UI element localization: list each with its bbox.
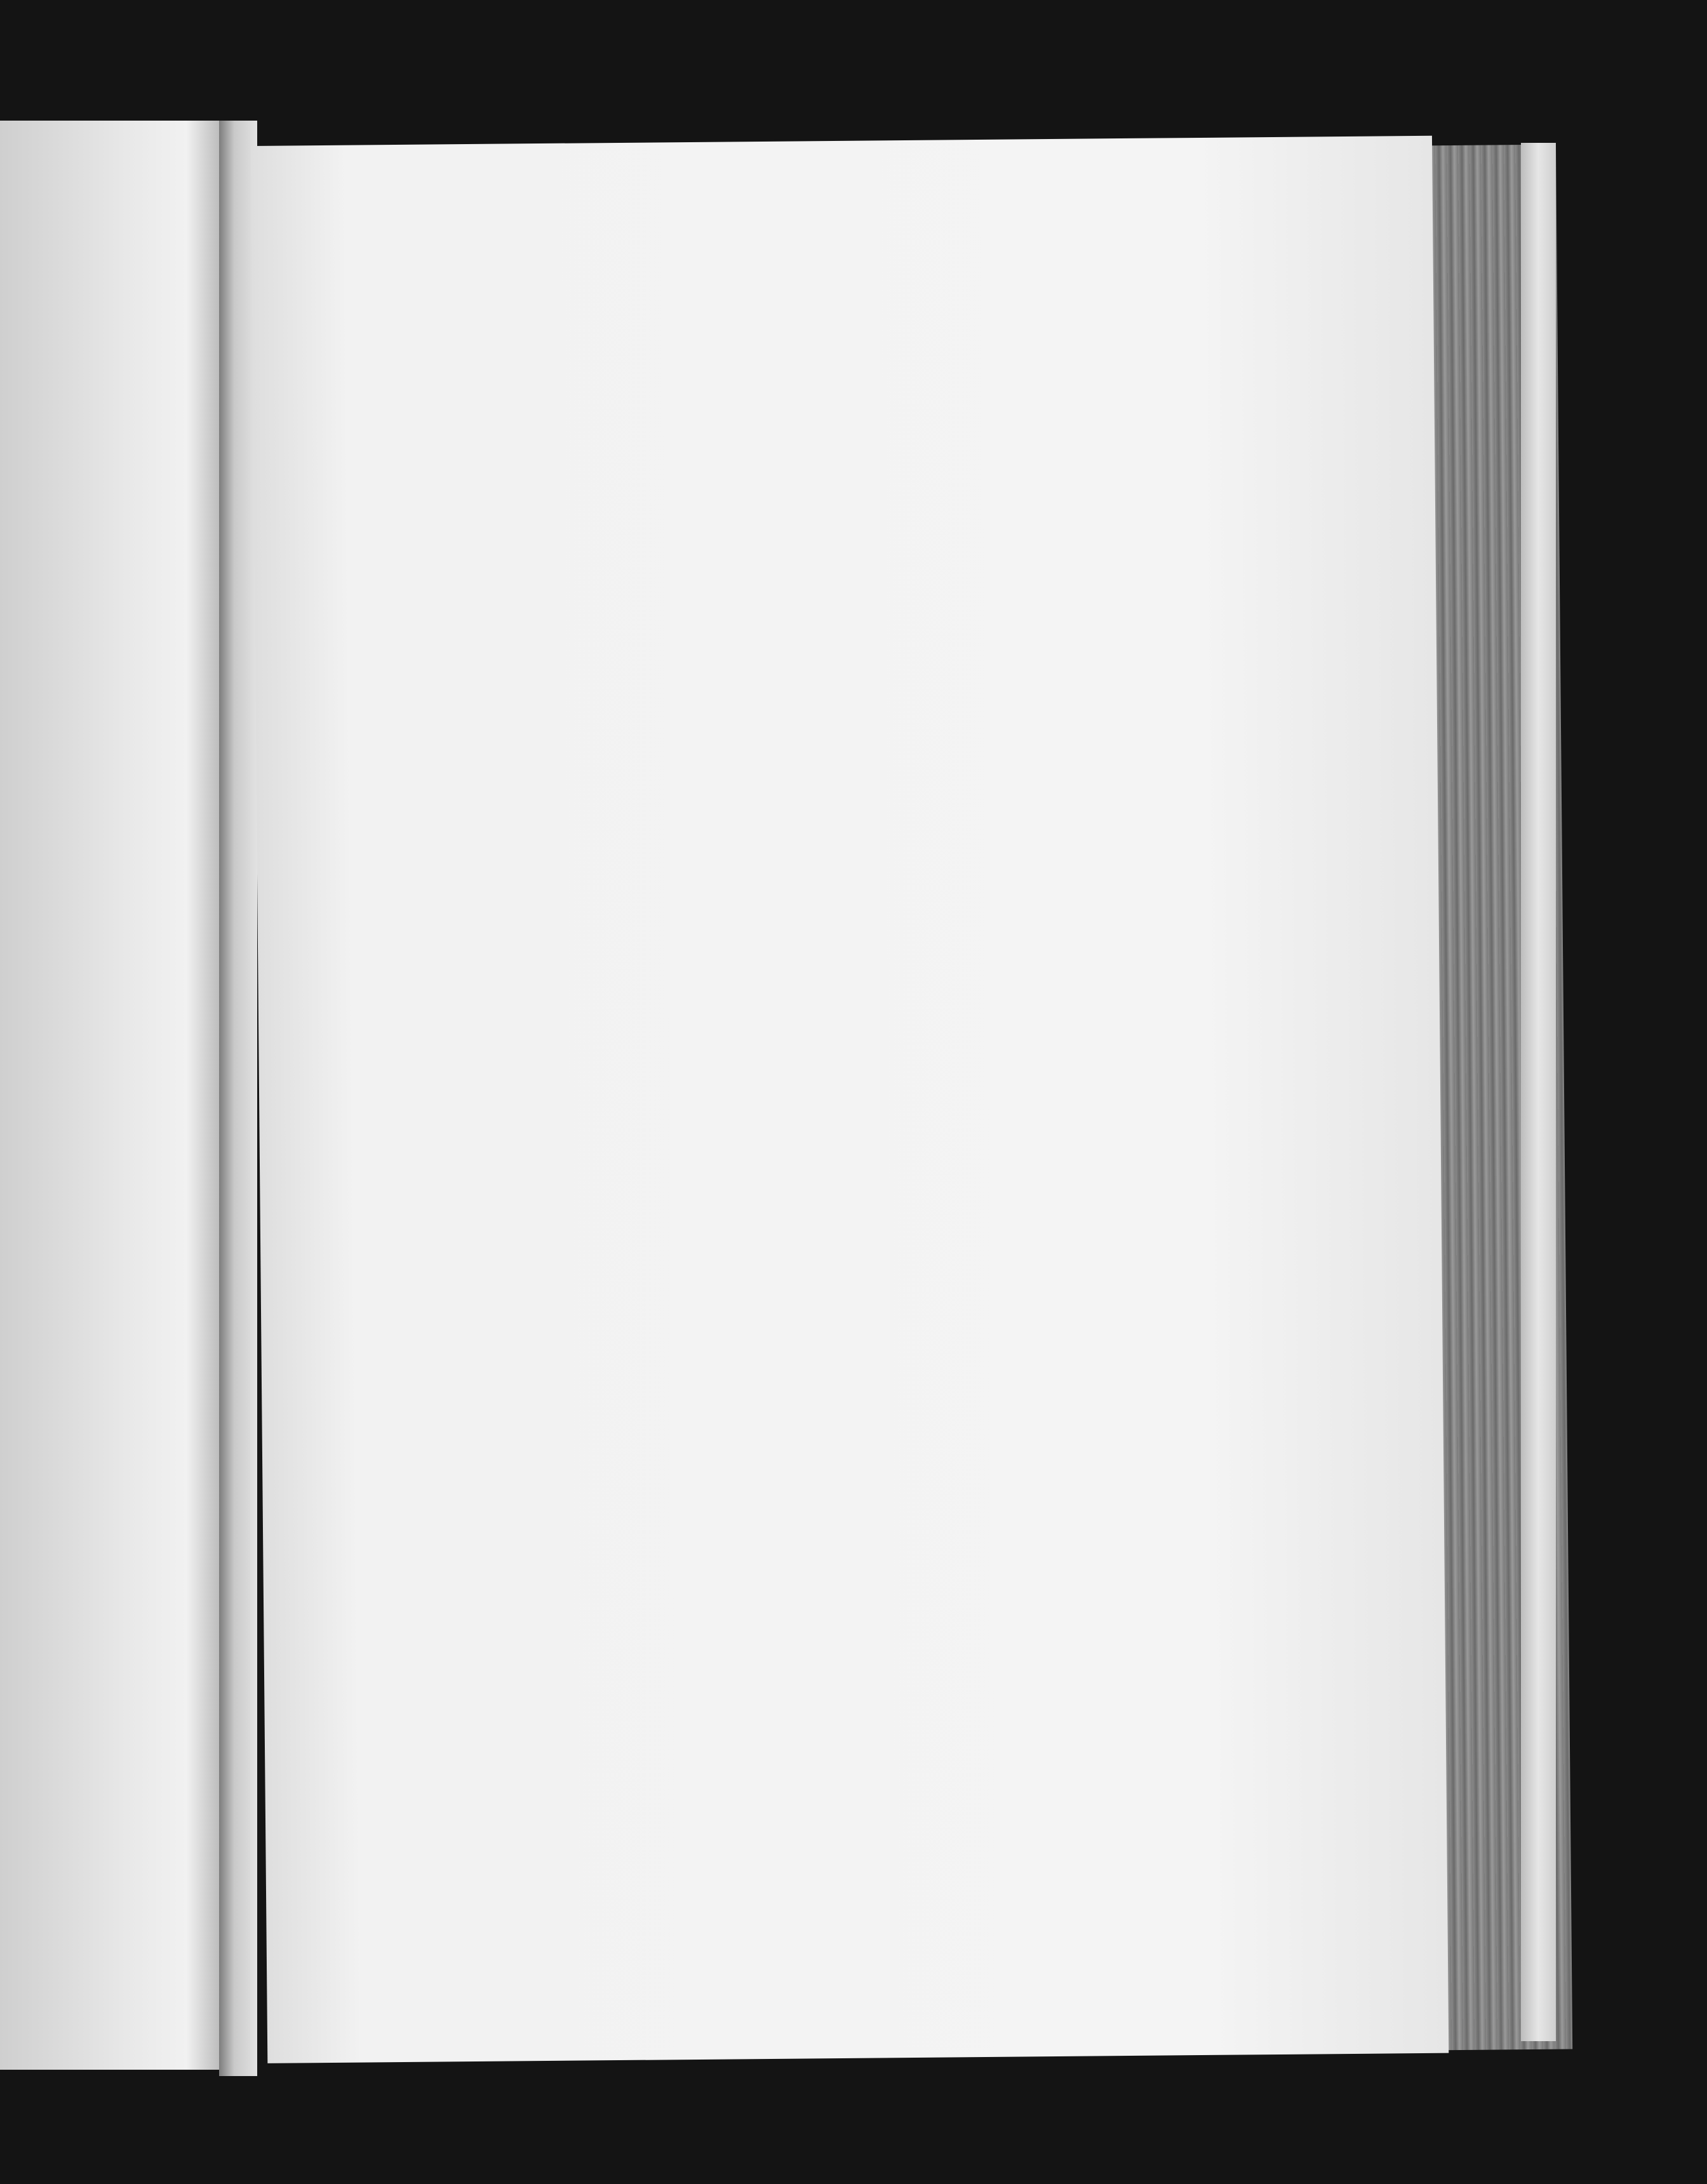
book-gutter [219, 121, 257, 2076]
page-edge-highlight [1521, 143, 1556, 2041]
left-page [0, 121, 219, 2070]
right-page [251, 136, 1449, 2063]
